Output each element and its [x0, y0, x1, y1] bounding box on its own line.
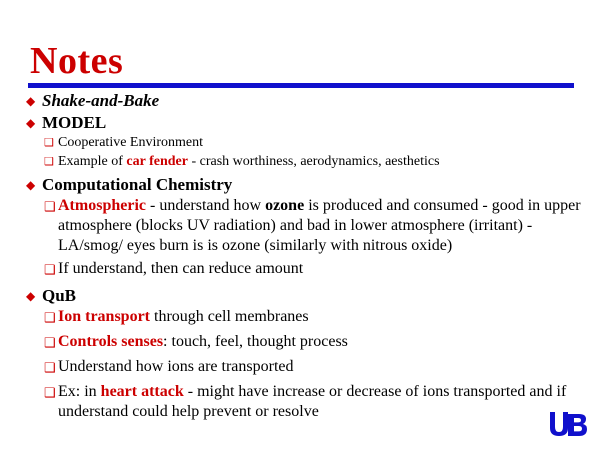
list-item: [26, 90, 582, 111]
list-item: [26, 174, 582, 195]
list-item: [26, 134, 582, 153]
sublist-model: [26, 134, 582, 172]
square-bullet-icon: ❑: [44, 137, 54, 149]
text-run-emphasis: Atmospheric: [58, 197, 146, 214]
text-run: Ex: in: [58, 383, 101, 400]
square-bullet-icon: ❑: [44, 199, 56, 214]
list-item-label: Computational Chemistry: [42, 175, 233, 194]
slide-content: [26, 90, 582, 422]
text-run: - crash worthiness, aerodynamics, aesthetics: [187, 154, 440, 169]
text-run-emphasis: Ion transport: [58, 308, 151, 325]
sublist-qub: [26, 307, 582, 422]
list-item-label: QuB: [42, 286, 77, 305]
square-bullet-icon: ❑: [44, 360, 56, 375]
text-run: Cooperative Environment: [58, 135, 204, 150]
list-item: [26, 382, 582, 422]
diamond-bullet-icon: ◆: [26, 116, 36, 130]
title-divider: [28, 83, 574, 88]
sublist-chemistry: [26, 196, 582, 281]
text-run-emphasis: Controls senses: [58, 333, 164, 350]
text-run-emphasis: ozone: [265, 197, 305, 214]
list-item-label: [58, 259, 303, 279]
diamond-bullet-icon: ◆: [26, 289, 36, 303]
text-run-emphasis: car fender: [126, 154, 188, 169]
list-item-label: Shake-and-Bake: [42, 91, 160, 110]
text-run: is produced and consumed - good in upper atmosphere (blocks UV radiation) and bad in lower atmosphere (irritant) - LA/smog/ eyes burn is is ozone (similarly with nitrous oxide): [58, 197, 581, 254]
square-bullet-icon: ❑: [44, 385, 56, 400]
list-item: [26, 285, 582, 306]
text-run: : touch, feel, thought process: [163, 333, 348, 350]
text-run: Understand how ions are transported: [58, 358, 294, 375]
text-run: Example of: [58, 154, 127, 169]
list-item-label: [58, 307, 309, 327]
text-run: - understand how: [145, 197, 266, 214]
ub-logo: [548, 408, 588, 440]
text-run-emphasis: heart attack: [100, 383, 184, 400]
square-bullet-icon: ❑: [44, 335, 56, 350]
text-run: - might have increase or decrease of ions transported and if understand could help prevent or resolve: [58, 383, 567, 420]
list-item: [26, 307, 582, 329]
list-item: [26, 259, 582, 281]
list-item-label: [58, 382, 582, 422]
list-item: [26, 332, 582, 354]
square-bullet-icon: ❑: [44, 310, 56, 325]
diamond-bullet-icon: ◆: [26, 178, 36, 192]
text-run: through cell membranes: [150, 308, 309, 325]
text-run: If understand, then can reduce amount: [58, 260, 304, 277]
list-item: [26, 112, 582, 133]
list-item: [26, 196, 582, 256]
page-title: Notes: [30, 40, 124, 82]
list-item-label: [58, 153, 440, 171]
list-item-label: MODEL: [42, 113, 107, 132]
list-item: [26, 357, 582, 379]
list-item-label: [58, 357, 294, 377]
square-bullet-icon: ❑: [44, 156, 54, 168]
list-item-label: [58, 196, 582, 256]
list-item: [26, 153, 582, 172]
diamond-bullet-icon: ◆: [26, 94, 36, 108]
list-item-label: [58, 332, 348, 352]
list-item-label: [58, 134, 203, 152]
square-bullet-icon: ❑: [44, 262, 56, 277]
